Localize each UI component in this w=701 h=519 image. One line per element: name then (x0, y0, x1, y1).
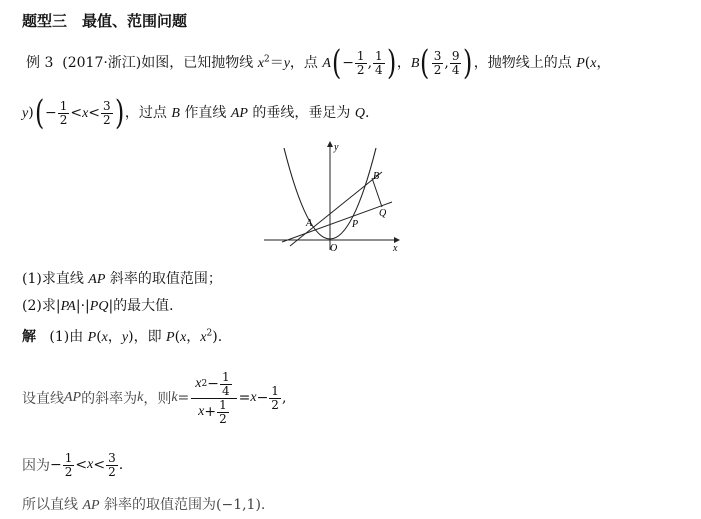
var-y: y (22, 106, 29, 121)
numerator: 1 (64, 450, 73, 465)
solution-text: ). (212, 329, 223, 345)
numerator: 1 (356, 48, 365, 63)
comma: , (444, 55, 449, 71)
less-than: < (75, 457, 88, 473)
numerator: 1 (375, 48, 383, 63)
section-heading: 题型三 最值、范围问题 (22, 12, 188, 30)
denominator: 4 (451, 62, 460, 77)
example-line-1: 例 3 (2017·浙江)如图，已知抛物线 $x^2=y$，点 A(− $\frac{1}{2}$ , $\frac{1}{4}$ )，B( $\frac{3}{2}$ , $\frac{9}{4}$ )，抛物线上的点 P(x， (26, 43, 611, 83)
fraction (101, 100, 113, 127)
numerator: 9 (451, 48, 460, 63)
point-A-label: A (322, 56, 331, 71)
line-AP-label: AP (88, 272, 106, 287)
solution-label: 解 (22, 329, 36, 345)
solution-text: ( (174, 329, 181, 345)
question-text: 斜率的取值范围； (105, 271, 222, 287)
denominator: 2 (64, 464, 73, 479)
var-x: x (198, 404, 205, 419)
solution-text: 斜率的取值范围为(−1,1). (99, 497, 266, 513)
origin-label: O (330, 243, 338, 252)
minus-sign: − (342, 55, 354, 71)
point-P-label: P (87, 330, 97, 345)
var-y: y (121, 330, 129, 345)
right-paren: ) (463, 43, 473, 83)
slope-fraction (191, 371, 236, 426)
parabola-figure (262, 140, 402, 252)
solution-text: )，即 (128, 329, 167, 345)
var-x: x (82, 106, 89, 121)
exponent: 2 (201, 379, 208, 389)
var-x: x (250, 390, 257, 405)
fraction (217, 399, 229, 426)
line-AP-label: AP (82, 498, 100, 513)
fraction (220, 371, 232, 398)
left-paren: ( (331, 43, 342, 83)
question-2 (22, 295, 183, 315)
fraction (63, 452, 75, 479)
question-1 (22, 268, 222, 288)
solution-text: ， (107, 329, 122, 345)
denominator: 2 (356, 62, 365, 77)
var-x: x (180, 330, 187, 345)
x-axis-label: x (393, 243, 398, 252)
example-text: ，抛物线上的点 (473, 55, 577, 71)
period: . (118, 457, 124, 473)
comma: , (367, 55, 373, 71)
solution-text: 所以直线 (22, 497, 83, 513)
solution-text: 设直线 (22, 391, 64, 407)
numerator: 1 (219, 397, 227, 412)
point-P-label: P (166, 330, 175, 345)
fraction (355, 50, 367, 77)
exponent: 2 (263, 54, 270, 65)
var-x: x (87, 457, 94, 472)
minus-sign: − (44, 105, 57, 121)
fraction (432, 50, 444, 77)
right-paren: ) (114, 93, 124, 133)
less-than: < (93, 457, 106, 473)
y-axis-arrow (327, 141, 333, 147)
solution-text: 的斜率为 (81, 391, 138, 407)
example-text: 作直线 (179, 105, 231, 121)
example-source: (2017·浙江) (62, 55, 142, 71)
example-text: ，点 (289, 55, 323, 71)
equals-sign: = (238, 390, 251, 406)
fraction (450, 50, 462, 77)
denominator: 2 (219, 411, 227, 426)
point-A-label: A (306, 218, 313, 229)
solution-text: 因为 (22, 458, 50, 474)
example-text: 的垂线，垂足为 (247, 105, 355, 121)
numerator: 1 (59, 98, 68, 113)
example-line-2: y)(− $\frac{1}{2}$ <x< $\frac{3}{2}$ )，过点 B 作直线 AP 的垂线，垂足为 Q. (22, 93, 370, 133)
denominator: 4 (375, 62, 383, 77)
slope-numerator (191, 371, 236, 399)
denominator: 2 (59, 112, 68, 127)
point-P-label: P (352, 219, 359, 230)
denominator: 2 (108, 464, 116, 479)
exponent: 2 (206, 328, 213, 339)
numerator: 3 (433, 48, 442, 63)
question-text: (2)求| (22, 298, 61, 314)
var-y: y (283, 56, 290, 71)
numerator: 3 (103, 98, 111, 113)
line-AP-label: AP (64, 390, 82, 405)
var-k: k (171, 390, 178, 405)
point-B-label: B (373, 171, 380, 182)
denominator: 2 (103, 112, 111, 127)
question-text: (1)求直线 (22, 271, 89, 287)
numerator: 1 (221, 369, 230, 384)
question-text: |·| (75, 298, 90, 314)
var-x: x (257, 56, 264, 71)
solution-line-1 (22, 326, 222, 346)
var-k: k (137, 390, 144, 405)
var-x: x (590, 56, 597, 71)
solution-line-4 (22, 494, 265, 514)
denominator: 2 (271, 397, 279, 412)
point-B-label: B (171, 106, 180, 121)
var-x: x (195, 376, 202, 391)
example-label: 例 3 (26, 55, 54, 71)
segment-PA-label: PA (60, 299, 76, 314)
point-Q-label: Q (379, 208, 387, 219)
solution-text: (1)由 (49, 329, 88, 345)
right-paren: ) (386, 43, 396, 83)
point-Q-label: Q (354, 106, 365, 121)
comma: , (281, 390, 287, 406)
left-paren: ( (34, 93, 44, 133)
denominator: 4 (221, 383, 230, 398)
equals-sign: ＝ (269, 55, 284, 71)
numerator: 1 (271, 383, 279, 398)
segment-PQ-label: PQ (89, 299, 109, 314)
period: . (364, 105, 370, 121)
solution-text: ( (96, 329, 102, 345)
line-BQ (372, 178, 382, 207)
point-B-label: B (410, 56, 420, 71)
solution-text: ， (186, 329, 201, 345)
numerator: 3 (108, 450, 116, 465)
line-AP-label: AP (230, 106, 248, 121)
example-text: ，过点 (124, 105, 172, 121)
slope-denominator (194, 399, 234, 426)
less-than: < (70, 105, 83, 121)
var-x: x (101, 330, 108, 345)
fraction (269, 385, 281, 412)
denominator: 2 (433, 62, 442, 77)
example-text: 如图，已知抛物线 (141, 55, 258, 71)
solution-line-3 (22, 448, 123, 482)
equals-sign: = (177, 390, 190, 406)
fraction (373, 50, 385, 77)
fraction (58, 100, 70, 127)
solution-text: ，则 (143, 391, 172, 407)
minus-sign: − (207, 376, 219, 392)
minus-sign: − (50, 457, 62, 473)
minus-sign: − (256, 390, 269, 406)
point-P-label: P (576, 56, 585, 71)
solution-line-2 (22, 360, 286, 436)
fraction (106, 452, 118, 479)
left-paren: ( (420, 43, 430, 83)
less-than: < (88, 105, 101, 121)
y-axis-label: y (334, 142, 339, 153)
question-text: |的最大值． (108, 298, 184, 314)
plus-sign: + (204, 404, 217, 420)
var-x: x (200, 330, 207, 345)
